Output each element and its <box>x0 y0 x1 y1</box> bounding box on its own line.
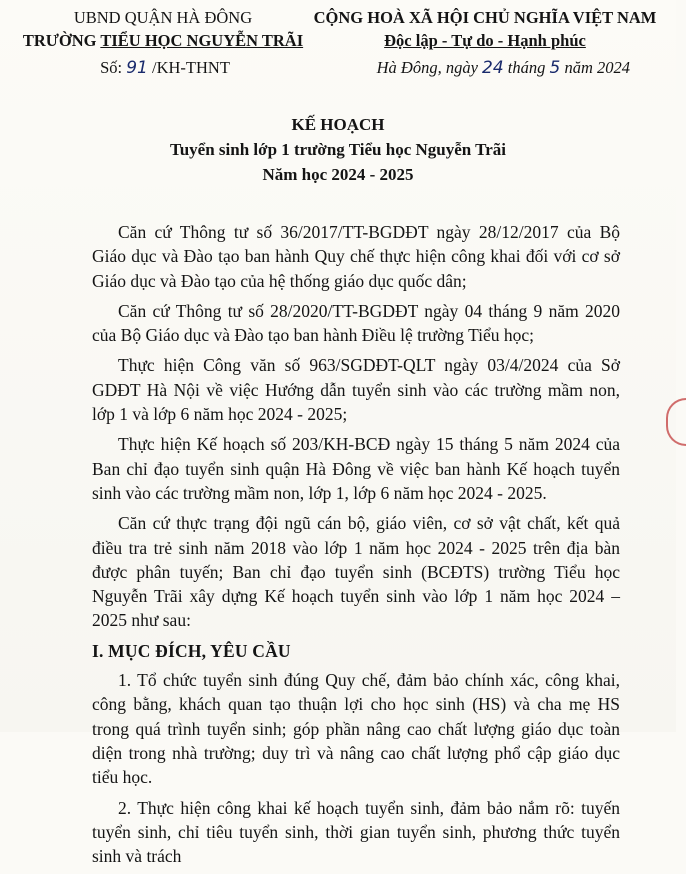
district-name: UBND QUẬN HÀ ĐÔNG <box>73 8 253 27</box>
title-line-2: Tuyển sinh lớp 1 trường Tiểu học Nguyễn Trãi <box>169 140 507 159</box>
paragraph: Thực hiện Công văn số 963/SGDĐT-QLT ngày 03/4/2024 của Sở GDĐT Hà Nội về việc Hướng dẫn tuyển sinh vào các trường mầm non, lớp 1 và lớp 6 năm học 2024 - 2025; <box>92 355 620 425</box>
section-item: 1. Tổ chức tuyển sinh đúng Quy chế, đảm bảo chính xác, công khai, công bằng, khách quan tạo thuận lợi cho học sinh (HS) và cha mẹ HS trong quá trình tuyển sinh; góp phần nâng cao chất lượng giáo dục toàn diện trong nhà trường; duy trì và nâng cao chất lượng phổ cập giáo dục tiểu học. <box>92 670 620 788</box>
date-prefix: Hà Đông, ngày <box>376 58 483 77</box>
school-line <box>18 29 308 52</box>
doc-no-handwritten: 91 <box>126 58 148 78</box>
title-line-1: KẾ HOẠCH <box>291 115 385 134</box>
date-month-handwritten: 5 <box>549 58 561 78</box>
school-name: TIỂU HỌC NGUYỄN TRÃI <box>100 31 304 50</box>
issuer-block <box>18 6 308 52</box>
paragraph: Căn cứ Thông tư số 36/2017/TT-BGDĐT ngày 28/12/2017 của Bộ Giáo dục và Đào tạo ban hành Quy chế thực hiện công khai đối với cơ sở Giáo dục và Đào tạo của hệ thống giáo dục quốc dân; <box>92 222 620 291</box>
date-day-handwritten: 24 <box>482 58 504 78</box>
date-suffix: năm 2024 <box>560 58 630 77</box>
title-line-3: Năm học 2024 - 2025 <box>262 165 414 184</box>
document-date <box>300 58 670 78</box>
paragraph: Căn cứ Thông tư số 28/2020/TT-BGDĐT ngày 04 tháng 9 năm 2020 của Bộ Giáo dục và Đào tạo ban hành Điều lệ trường Tiểu học; <box>92 300 620 346</box>
paragraph: Căn cứ thực trạng đội ngũ cán bộ, giáo viên, cơ sở vật chất, kết quả điều tra trẻ sinh năm 2018 vào lớp 1 năm học 2024 - 2025 trên địa bàn được phân tuyến; Ban chỉ đạo tuyển sinh (BCĐTS) trường Tiểu học Nguyễn Trãi xây dựng Kế hoạch tuyển sinh vào lớp 1 năm học 2024 – 2025 như sau: <box>92 513 620 631</box>
document-title <box>0 112 676 187</box>
red-stamp-edge-icon <box>666 398 686 446</box>
section-item: 2. Thực hiện công khai kế hoạch tuyển sinh, đảm bảo nắm rõ: tuyến tuyển sinh, chỉ tiêu tuyển sinh, thời gian tuyển sinh, phương thức tuyển sinh và trách <box>92 797 620 867</box>
national-motto: Độc lập - Tự do - Hạnh phúc <box>384 31 586 50</box>
section-heading: I. MỤC ĐÍCH, YÊU CẦU <box>92 640 291 661</box>
national-block <box>300 6 670 52</box>
date-mid: tháng <box>503 58 550 77</box>
document-body <box>92 220 620 874</box>
doc-no-prefix: Số: <box>100 58 127 77</box>
paragraph: Thực hiện Kế hoạch số 203/KH-BCĐ ngày 15 tháng 5 năm 2024 của Ban chỉ đạo tuyển sinh quận Hà Đông về việc ban hành Kế hoạch tuyển sinh vào các trường mầm non, lớp 1, lớp 6 năm học 2024 - 2025. <box>92 434 620 503</box>
republic-name: CỘNG HOÀ XÃ HỘI CHỦ NGHĨA VIỆT NAM <box>313 8 657 27</box>
document-number <box>20 58 310 78</box>
school-prefix: TRƯỜNG <box>22 31 101 50</box>
doc-no-suffix: /KH-THNT <box>147 58 230 77</box>
